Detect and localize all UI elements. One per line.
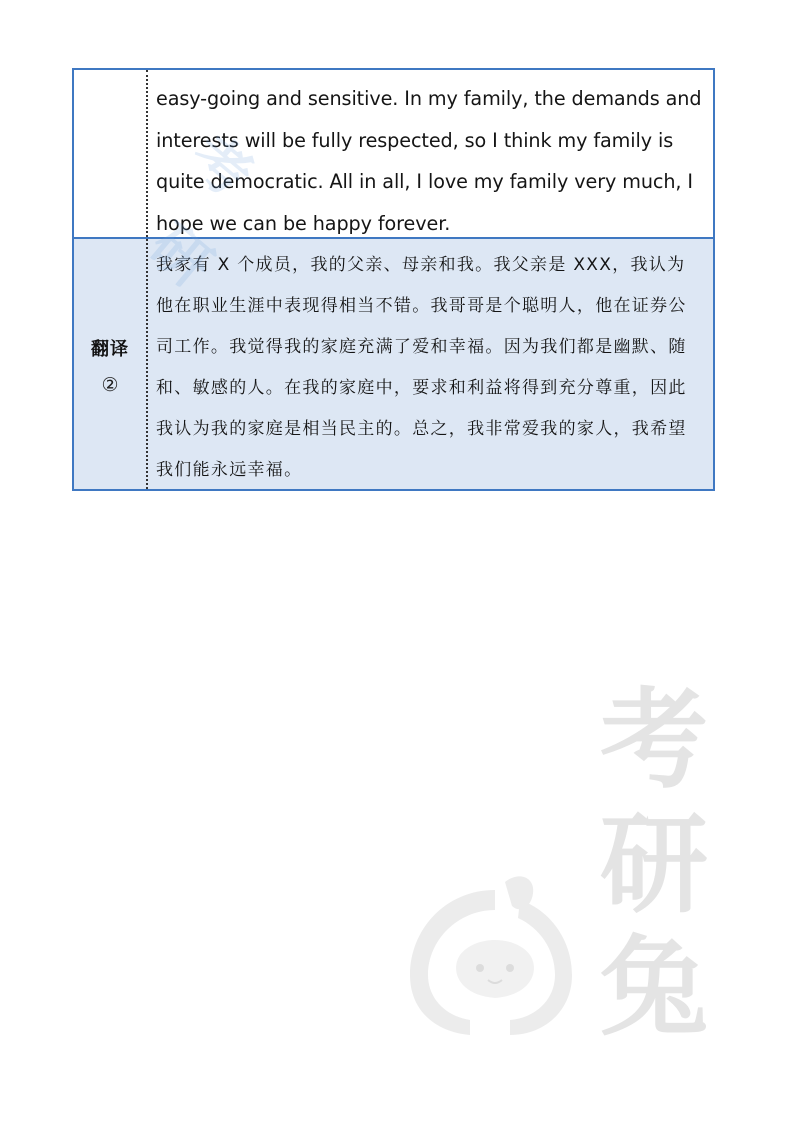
chinese-line: 我家有 X 个成员，我的父亲、母亲和我。我父亲是 XXX，我认为 [156,255,686,275]
english-line: interests will be fully respected, so I think my family is [156,128,674,152]
chinese-line: 和、敏感的人。在我的家庭中，要求和利益将得到充分尊重，因此 [156,378,687,398]
translation-label-number: ② [101,374,119,396]
translation-table [72,68,715,491]
english-paragraph [148,70,713,244]
chinese-line: 我认为我的家庭是相当民主的。总之，我非常爱我的家人，我希望 [156,419,687,439]
rabbit-logo-icon [400,870,590,1040]
english-row [74,70,713,239]
english-row-label-cell [74,70,148,237]
watermark-char: 研 [600,802,709,928]
translation-row-label-cell [74,239,148,489]
chinese-line: 司工作。我觉得我的家庭充满了爱和幸福。因为我们都是幽默、随 [156,337,687,357]
translation-row-content-cell [148,239,713,489]
chinese-line: 我们能永远幸福。 [156,460,303,480]
header-faint-text [410,14,730,26]
watermark-char: 考 [600,677,709,803]
translation-row [74,239,713,489]
translation-label-title: 翻译 [91,339,129,360]
english-line: quite democratic. All in all, I love my family very much, I [156,170,693,193]
chinese-line: 他在职业生涯中表现得相当不错。我哥哥是个聪明人，他在证券公 [156,296,687,316]
gray-watermark [400,670,720,1060]
english-line: hope we can be happy forever. [156,211,451,235]
chinese-paragraph [148,239,713,491]
english-line: easy-going and sensitive. In my family, the demands and [156,87,702,110]
english-row-content-cell [148,70,713,237]
watermark-char: 兔 [600,925,709,1051]
